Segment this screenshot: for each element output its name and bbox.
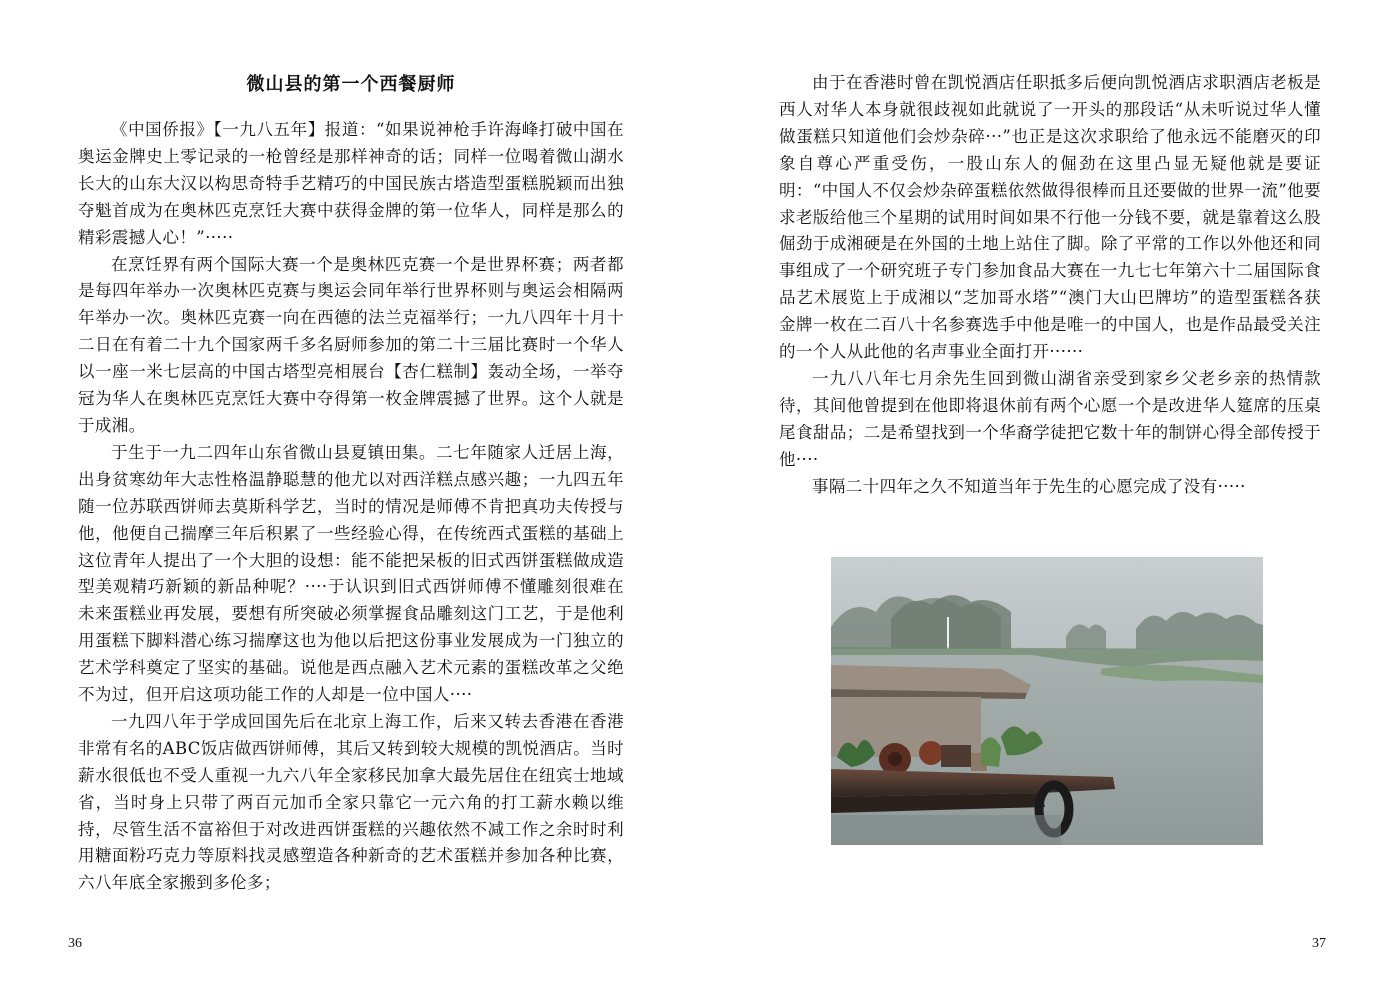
paragraph: 《中国侨报》【一九八五年】报道：“如果说神枪手许海峰打破中国在奥运金牌史上零记录的一枪曾经是那样神奇的话；同样一位喝着微山湖水长大的山东大汉以构思奇特手艺精巧的中国民族古塔造型蛋糕脱颖而出独夺魁首成为在奥林匹克烹饪大赛中获得金牌的第一位华人，同样是那么的精彩震撼人心！”·····	[78, 120, 624, 247]
paragraph: 一九八八年七月余先生回到微山湖省亲受到家乡父老乡亲的热情款待，其间他曾提到在他即将退休前有两个心愿一个是改进华人筵席的压桌尾食甜品；二是希望找到一个华裔学徒把它数十年的制饼心得全部传授于他····	[779, 368, 1321, 469]
paragraph: 于生于一九二四年山东省微山县夏镇田集。二七年随家人迁居上海，出身贫寒幼年大志性格温静聪慧的他尤以对西洋糕点感兴趣；一九四五年随一位苏联西饼师去莫斯科学艺，当时的情况是师傅不肯把真功夫传授与他，他便自己揣摩三年后积累了一些经验心得，在传统西式蛋糕的基础上这位青年人提出了一个大胆的设想：能不能把呆板的旧式西饼蛋糕做成造型美观精巧新颖的新品种呢？····于认识到旧式西饼师傅不懂雕刻很难在未来蛋糕业再发展，要想有所突破必须掌握食品雕刻这门工艺，于是他利用蛋糕下脚料潜心练习揣摩这也为他以后把这份事业发展成为一门独立的艺术学科奠定了坚实的基础。说他是西点融入艺术元素的蛋糕改革之父绝不为过，但开启这项功能工作的人却是一位中国人····	[78, 442, 624, 705]
page-number-left: 36	[68, 936, 82, 951]
article-title: 微山县的第一个西餐厨师	[246, 74, 456, 95]
paragraph: 在烹饪界有两个国际大赛一个是奥林匹克赛一个是世界杯赛；两者都是每四年举办一次奥林匹克赛与奥运会同年举行世界杯则与奥运会相隔两年举办一次。奥林匹克赛一向在西德的法兰克福举行；一九八四年十月十二日在有着二十九个国家两千多名厨师参加的第二十三届比赛时一个华人以一座一米七层高的中国古塔型亮相展台【杏仁糕制】轰动全场，一举夺冠为华人在奥林匹克烹饪大赛中夺得第一枚金牌震撼了世界。这个人就是于成湘。	[78, 254, 624, 435]
left-page-body	[78, 117, 624, 897]
page-number-right: 37	[1312, 936, 1326, 951]
paragraph: 由于在香港时曾在凯悦酒店任职抵多后便向凯悦酒店求职酒店老板是西人对华人本身就很歧视如此就说了一开头的那段话“从未听说过华人懂做蛋糕只知道他们会炒杂碎···”也正是这次求职给了他永远不能磨灭的印象自尊心严重受伤，一股山东人的倔劲在这里凸显无疑他就是要证明：“中国人不仅会炒杂碎蛋糕依然做得很棒而且还要做的世界一流”他要求老版给他三个星期的试用时间如果不行他一分钱不要，就是靠着这么股倔劲于成湘硬是在外国的土地上站住了脚。除了平常的工作以外他还和同事组成了一个研究班子专门参加食品大赛在一九七七年第六十二届国际食品艺术展览上于成湘以“芝加哥水塔”“澳门大山巴牌坊”的造型蛋糕各获金牌一枚在二百八十名参赛选手中他是唯一的中国人，也是作品最受关注的一个人从此他的名声事业全面打开······	[779, 73, 1321, 362]
boat-on-lake-photo	[831, 557, 1263, 845]
right-page-body	[779, 70, 1321, 501]
paragraph: 事隔二十四年之久不知道当年于先生的心愿完成了没有·····	[812, 476, 1246, 496]
paragraph: 一九四八年于学成回国先后在北京上海工作，后来又转去香港在香港非常有名的ABC饭店做西饼师傅，其后又转到较大规模的凯悦酒店。当时薪水很低也不受人重视一九六八年全家移民加拿大最先居住在纽宾士地域省，当时身上只带了两百元加币全家只靠它一元六角的打工薪水赖以维持，尽管生活不富裕但于对改进西饼蛋糕的兴趣依然不减工作之余时时利用糖面粉巧克力等原料找灵感塑造各种新奇的艺术蛋糕并参加各种比赛，六八年底全家搬到多伦多；	[78, 711, 624, 893]
right-page	[699, 0, 1398, 982]
